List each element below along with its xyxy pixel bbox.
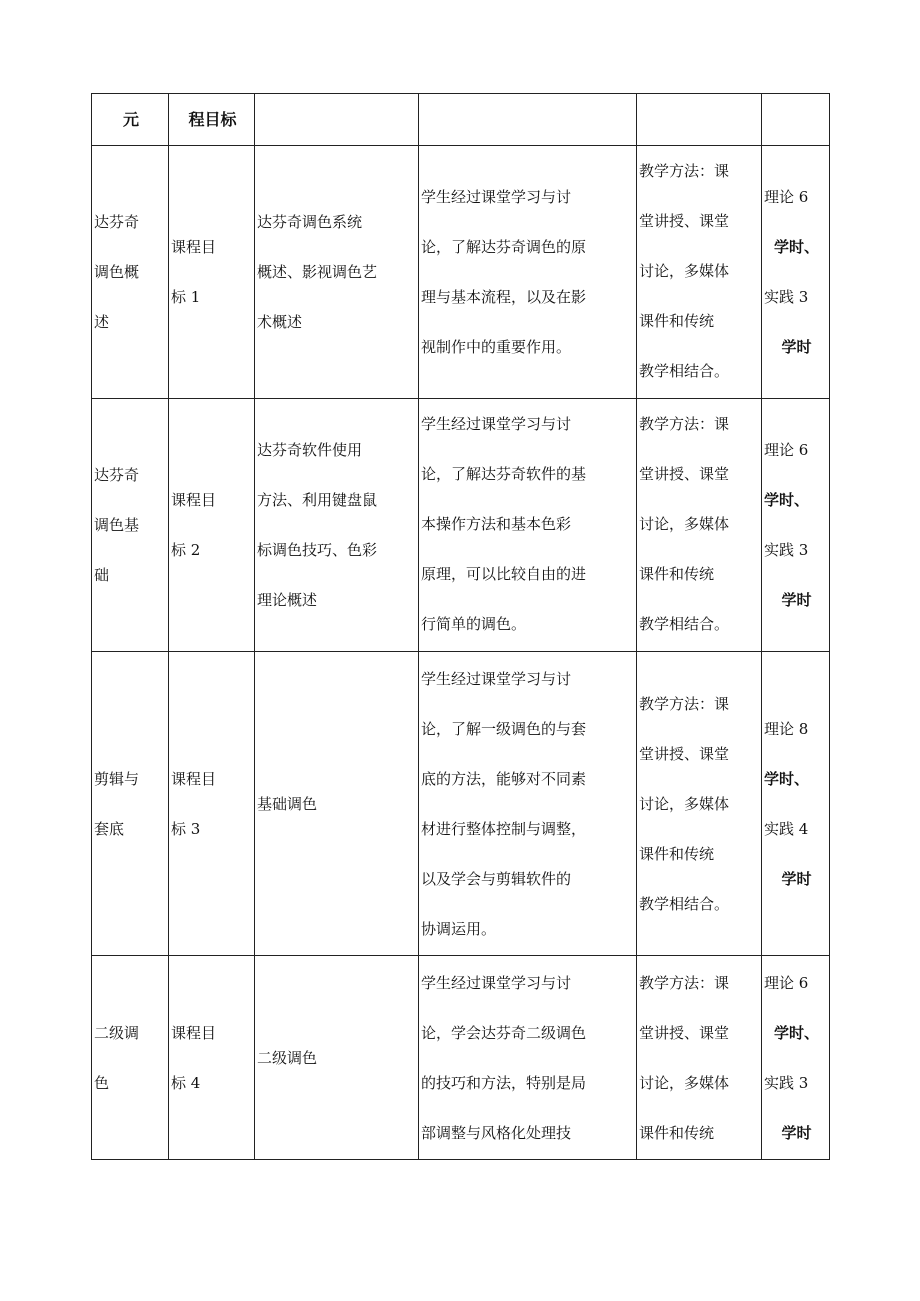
table-row (92, 146, 830, 399)
method-line: 讨论，多媒体 (639, 794, 730, 813)
goal-cell (169, 652, 255, 956)
unit-cell (92, 956, 169, 1160)
requirement-line: 底的方法，能够对不同素 (421, 769, 587, 788)
content-line: 达芬奇调色系统 (257, 213, 363, 231)
unit-line: 调色概 (94, 263, 140, 281)
method-line: 堂讲授、课堂 (639, 1023, 730, 1042)
hours-line: 学时 (781, 338, 812, 356)
hours-line: 实践 4 (764, 819, 809, 838)
method-line: 堂讲授、课堂 (639, 465, 730, 483)
unit-cell (92, 652, 169, 956)
content-line: 基础调色 (257, 794, 318, 813)
method-line: 课件和传统 (639, 565, 715, 583)
requirement-cell (419, 146, 637, 399)
requirement-line: 的技巧和方法，特别是局 (421, 1073, 587, 1092)
method-cell (637, 956, 762, 1160)
unit-line: 础 (94, 566, 110, 584)
header-goal: 程目标 (169, 94, 255, 146)
hours-line: 理论 6 (764, 188, 809, 206)
method-line: 教学相结合。 (639, 615, 730, 633)
hours-cell (762, 399, 830, 652)
method-line: 课件和传统 (639, 1123, 715, 1142)
goal-line: 标 4 (171, 1073, 201, 1092)
unit-cell (92, 146, 169, 399)
content-line: 二级调色 (257, 1048, 318, 1067)
goal-line: 课程目 (171, 1023, 217, 1042)
unit-line: 套底 (94, 819, 125, 838)
course-schedule-table (91, 93, 830, 1160)
requirement-line: 论，了解一级调色的与套 (421, 719, 587, 738)
header-hours (762, 94, 830, 146)
content-line: 达芬奇软件使用 (257, 441, 363, 459)
unit-line: 述 (94, 313, 110, 331)
requirement-line: 论，了解达芬奇调色的原 (421, 238, 587, 256)
hours-line: 学时 (781, 1123, 812, 1142)
requirement-line: 部调整与风格化处理技 (421, 1123, 572, 1142)
goal-line: 课程目 (171, 769, 217, 788)
method-line: 课件和传统 (639, 312, 715, 330)
method-line: 教学相结合。 (639, 362, 730, 380)
content-cell (255, 956, 419, 1160)
requirement-line: 学生经过课堂学习与讨 (421, 669, 572, 688)
content-cell (255, 146, 419, 399)
goal-cell (169, 399, 255, 652)
table-row (92, 399, 830, 652)
hours-line: 学时、 (764, 769, 810, 788)
requirement-line: 原理，可以比较自由的进 (421, 565, 587, 583)
requirement-line: 学生经过课堂学习与讨 (421, 415, 572, 433)
header-unit: 元 (92, 94, 169, 146)
content-cell (255, 652, 419, 956)
goal-line: 课程目 (171, 491, 217, 509)
unit-line: 达芬奇 (94, 213, 140, 231)
hours-line: 学时、 (764, 491, 810, 509)
hours-line: 学时、 (773, 238, 819, 256)
unit-line: 调色基 (94, 516, 140, 534)
goal-cell (169, 956, 255, 1160)
method-line: 讨论，多媒体 (639, 1073, 730, 1092)
method-cell (637, 146, 762, 399)
hours-line: 理论 6 (764, 973, 809, 992)
goal-line: 标 1 (171, 288, 201, 306)
requirement-cell (419, 652, 637, 956)
requirement-line: 本操作方法和基本色彩 (421, 515, 572, 533)
header-method (637, 94, 762, 146)
content-line: 理论概述 (257, 591, 318, 609)
goal-line: 标 2 (171, 541, 201, 559)
goal-line: 标 3 (171, 819, 201, 838)
hours-cell (762, 652, 830, 956)
hours-cell (762, 146, 830, 399)
requirement-line: 论，学会达芬奇二级调色 (421, 1023, 587, 1042)
requirement-line: 论，了解达芬奇软件的基 (421, 465, 587, 483)
method-line: 堂讲授、课堂 (639, 212, 730, 230)
requirement-line: 理与基本流程，以及在影 (421, 288, 587, 306)
hours-line: 实践 3 (764, 541, 809, 559)
table-row (92, 956, 830, 1160)
unit-line: 色 (94, 1073, 110, 1092)
requirement-cell (419, 399, 637, 652)
method-line: 教学方法：课 (639, 973, 730, 992)
method-cell (637, 652, 762, 956)
unit-cell (92, 399, 169, 652)
goal-cell (169, 146, 255, 399)
requirement-line: 学生经过课堂学习与讨 (421, 188, 572, 206)
requirement-line: 视制作中的重要作用。 (421, 338, 572, 356)
requirement-cell (419, 956, 637, 1160)
table-row (92, 652, 830, 956)
goal-line: 课程目 (171, 238, 217, 256)
hours-cell (762, 956, 830, 1160)
hours-line: 学时 (781, 869, 812, 888)
requirement-line: 以及学会与剪辑软件的 (421, 869, 572, 888)
requirement-line: 行简单的调色。 (421, 615, 527, 633)
method-line: 堂讲授、课堂 (639, 744, 730, 763)
method-line: 课件和传统 (639, 844, 715, 863)
hours-line: 实践 3 (764, 1073, 809, 1092)
hours-line: 实践 3 (764, 288, 809, 306)
method-line: 讨论，多媒体 (639, 515, 730, 533)
content-line: 方法、利用键盘鼠 (257, 491, 378, 509)
method-line: 教学相结合。 (639, 894, 730, 913)
method-line: 讨论，多媒体 (639, 262, 730, 280)
header-requirement (419, 94, 637, 146)
requirement-line: 协调运用。 (421, 919, 497, 938)
unit-line: 达芬奇 (94, 466, 140, 484)
unit-line: 二级调 (94, 1023, 140, 1042)
hours-line: 理论 6 (764, 441, 809, 459)
content-line: 标调色技巧、色彩 (257, 541, 378, 559)
content-line: 概述、影视调色艺 (257, 263, 378, 281)
unit-line: 剪辑与 (94, 769, 140, 788)
header-row (92, 94, 830, 146)
method-line: 教学方法：课 (639, 694, 730, 713)
header-content (255, 94, 419, 146)
hours-line: 学时 (781, 591, 812, 609)
method-line: 教学方法：课 (639, 162, 730, 180)
hours-line: 理论 8 (764, 719, 809, 738)
requirement-line: 材进行整体控制与调整， (421, 819, 587, 838)
hours-line: 学时、 (773, 1023, 819, 1042)
method-line: 教学方法：课 (639, 415, 730, 433)
method-cell (637, 399, 762, 652)
content-cell (255, 399, 419, 652)
content-line: 术概述 (257, 313, 303, 331)
requirement-line: 学生经过课堂学习与讨 (421, 973, 572, 992)
